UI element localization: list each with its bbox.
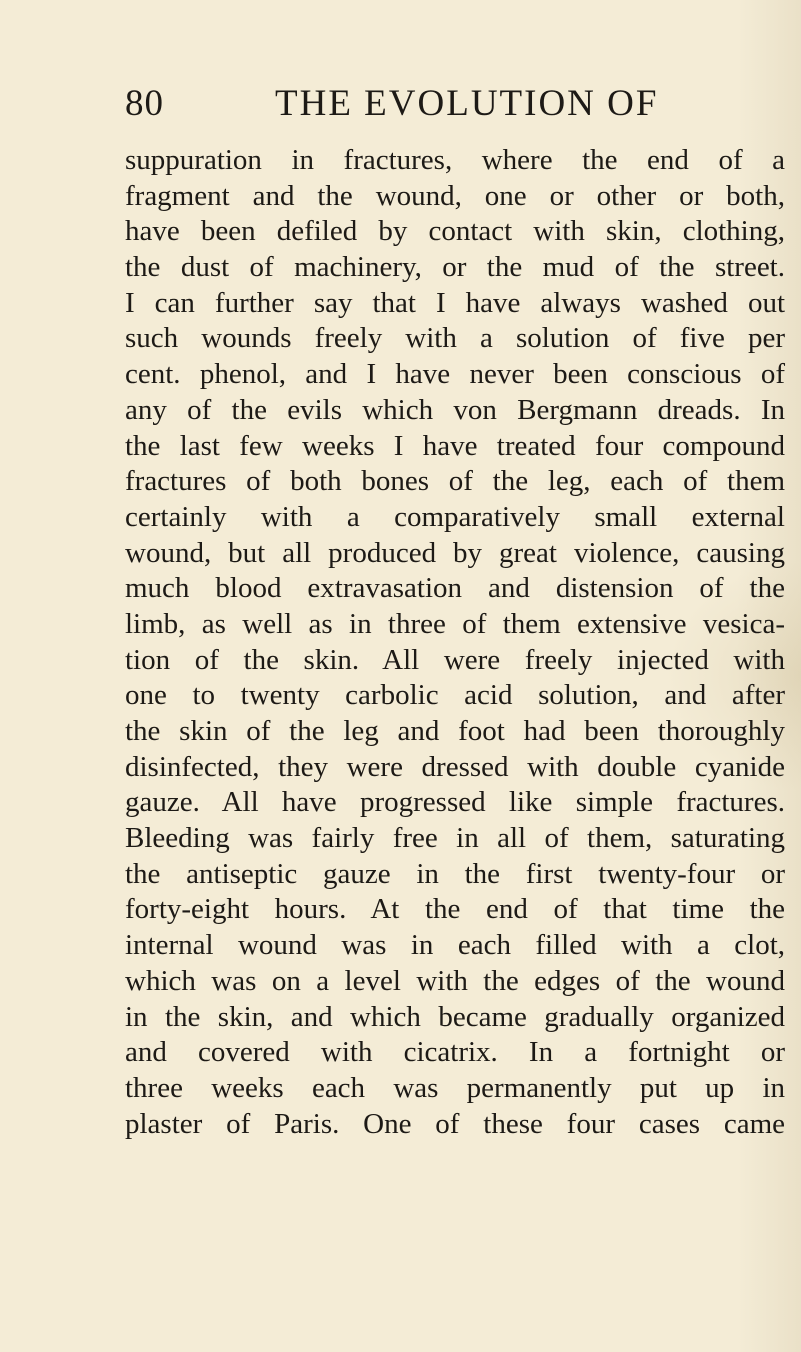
text-line: Bleeding was fairly free in all of them, saturating <box>125 822 785 855</box>
text-line: limb, as well as in three of them extensive vesica- <box>125 607 785 640</box>
text-line: and covered with cicatrix. In a fortnight or <box>125 1036 785 1069</box>
text-line: fragment and the wound, one or other or both, <box>125 179 785 212</box>
text-line: which was on a level with the edges of the wound <box>125 964 785 997</box>
text-line: cent. phenol, and I have never been conscious of <box>125 358 785 391</box>
body-paragraph <box>125 143 785 1142</box>
text-line: forty-eight hours. At the end of that time the <box>125 893 785 926</box>
text-line: the skin of the leg and foot had been thoroughly <box>125 715 785 747</box>
text-line: internal wound was in each filled with a clot, <box>125 929 785 962</box>
text-line: one to twenty carbolic acid solution, and after <box>125 679 785 712</box>
text-line: much blood extravasation and distension of the <box>125 572 785 605</box>
text-line: such wounds freely with a solution of five per <box>125 322 785 355</box>
text-line: certainly with a comparatively small external <box>125 500 785 533</box>
text-line: I can further say that I have always washed out <box>125 286 785 319</box>
text-line: the dust of machinery, or the mud of the street. <box>125 251 785 284</box>
text-line: three weeks each was permanently put up in <box>125 1071 785 1104</box>
text-line: gauze. All have progressed like simple fractures. <box>125 786 785 819</box>
running-title: THE EVOLUTION OF <box>275 83 659 124</box>
text-line: fractures of both bones of the leg, each of them <box>125 465 785 498</box>
text-line: disinfected, they were dressed with double cyanide <box>125 750 785 783</box>
running-head <box>125 82 785 126</box>
page-number: 80 <box>125 83 164 124</box>
text-line: in the skin, and which became gradually organized <box>125 1000 785 1033</box>
text-line: the last few weeks I have treated four compound <box>125 429 785 462</box>
text-line: wound, but all produced by great violence, causing <box>125 536 785 569</box>
text-line: tion of the skin. All were freely injected with <box>125 643 785 676</box>
text-line: plaster of Paris. One of these four cases came <box>125 1107 785 1140</box>
text-line: the antiseptic gauze in the first twenty-four or <box>125 857 785 890</box>
text-line: have been defiled by contact with skin, clothing, <box>125 215 785 248</box>
text-line: any of the evils which von Bergmann dreads. In <box>125 393 785 426</box>
text-line: suppuration in fractures, where the end of a <box>125 144 785 176</box>
